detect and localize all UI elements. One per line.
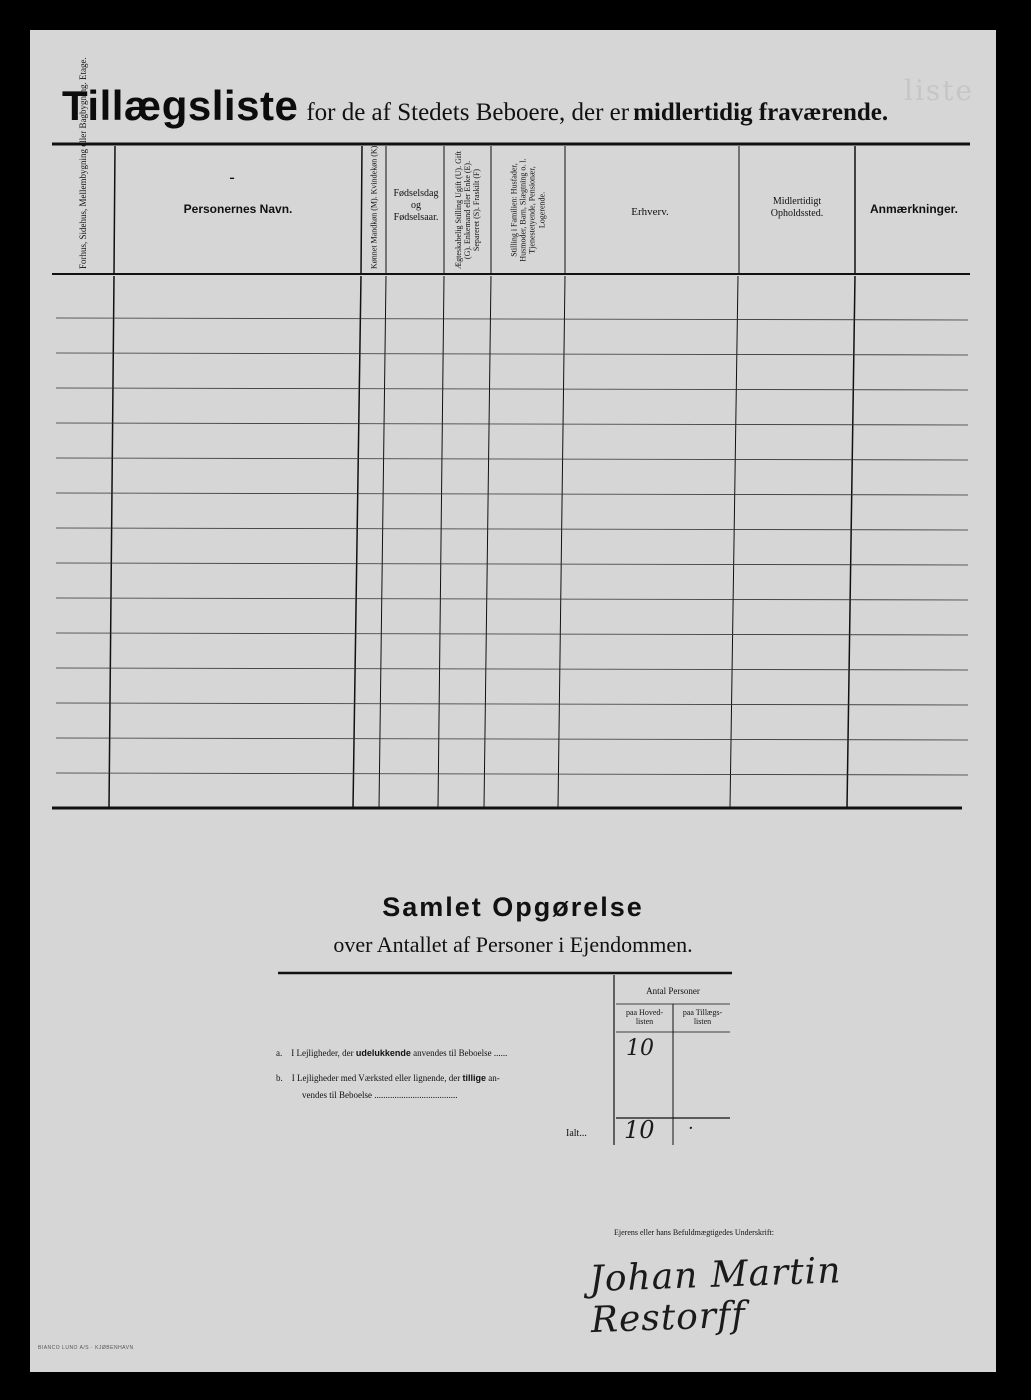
col-header-midl-line2: Opholdssted. — [770, 208, 824, 219]
signature-name: Johan Martin Restorff — [588, 1250, 843, 1342]
faint-mark: liste — [904, 74, 975, 107]
summary-table-grid — [30, 30, 996, 1230]
col-header-aegte: Ægteskabelig Stilling Ugift (U). Gift (G). Enkemand eller Enke (E). Separeret (S). Fraskilt (F) — [454, 151, 482, 269]
row-a-prefix: a. — [276, 1048, 283, 1058]
col-header-midl-line1: Midlertidigt — [772, 196, 822, 207]
row-b-bold: tillige — [462, 1073, 487, 1083]
col-header-fodsel-line3: Fødselsaar. — [393, 212, 439, 223]
row-a-value: 10 — [626, 1036, 654, 1061]
title-subtitle: for de af Stedets Beboere, der er — [306, 99, 630, 126]
summary-col-hoved-l2: listen — [635, 1017, 654, 1027]
col-header-kon: Kønnet Mandkøn (M). Kvindekøn (K) — [369, 145, 379, 269]
census-form-page — [30, 30, 996, 1372]
summary-col-hoved — [616, 1008, 673, 1026]
summary-row-a — [276, 1048, 507, 1058]
col-header-erhverv: Erhverv. — [631, 206, 669, 218]
row-b-text-3: vendes til Beboelse ..................................... — [302, 1090, 458, 1100]
col-header-stilling: Stilling i Familien: Husfader, Husmoder, Barn, Slægtning o. l. Tjenestetyende, Pensionær, Logerende. — [509, 158, 547, 262]
title-main: Tillægsliste — [62, 82, 299, 129]
summary-total-label: Ialt... — [566, 1128, 587, 1139]
summary-row-b — [276, 1073, 500, 1083]
row-b-text-1: I Lejligheder med Værksted eller lignende, der — [291, 1073, 461, 1083]
summary-total-value: 10 — [624, 1116, 655, 1144]
summary-col-tillaeg-l1: paa Tillægs- — [682, 1008, 723, 1017]
row-a-text-2: anvendes til Beboelse ...... — [413, 1048, 508, 1058]
col-header-fodsel-line2: og — [411, 200, 421, 211]
printer-mark: BIANCO LUNO A/S · KJØBENHAVN — [38, 1345, 134, 1351]
summary-subtitle: over Antallet af Personer i Ejendommen. — [333, 932, 693, 957]
row-a-text-1: I Lejligheder, der — [291, 1048, 354, 1058]
col-header-navn: Personernes Navn. — [183, 202, 293, 216]
summary-col-hoved-l1: paa Hoved- — [625, 1008, 664, 1017]
summary-col-tillaeg-l2: listen — [693, 1017, 712, 1027]
col-header-dash: - — [229, 169, 235, 186]
col-header-fodsel-line1: Fødselsdag — [393, 188, 439, 199]
summary-col-tillaeg — [674, 1008, 731, 1026]
row-b-text-2: an- — [488, 1073, 500, 1083]
row-a-bold: udelukkende — [355, 1048, 411, 1058]
signature-label: Ejerens eller hans Befuldmægtigedes Underskrift: — [614, 1228, 774, 1237]
summary-title: Samlet Opgørelse — [382, 892, 644, 922]
summary-total-mark: · — [688, 1118, 694, 1139]
title-emphasis: midlertidig fraværende. — [633, 99, 889, 126]
row-b-prefix: b. — [276, 1073, 283, 1083]
col-header-anm: Anmærkninger. — [869, 202, 959, 216]
col-header-forhus: Forhus, Sidehus, Mellembygning eller Bagbygning. Etage. — [77, 57, 88, 269]
summary-antal-header: Antal Personer — [646, 986, 700, 996]
